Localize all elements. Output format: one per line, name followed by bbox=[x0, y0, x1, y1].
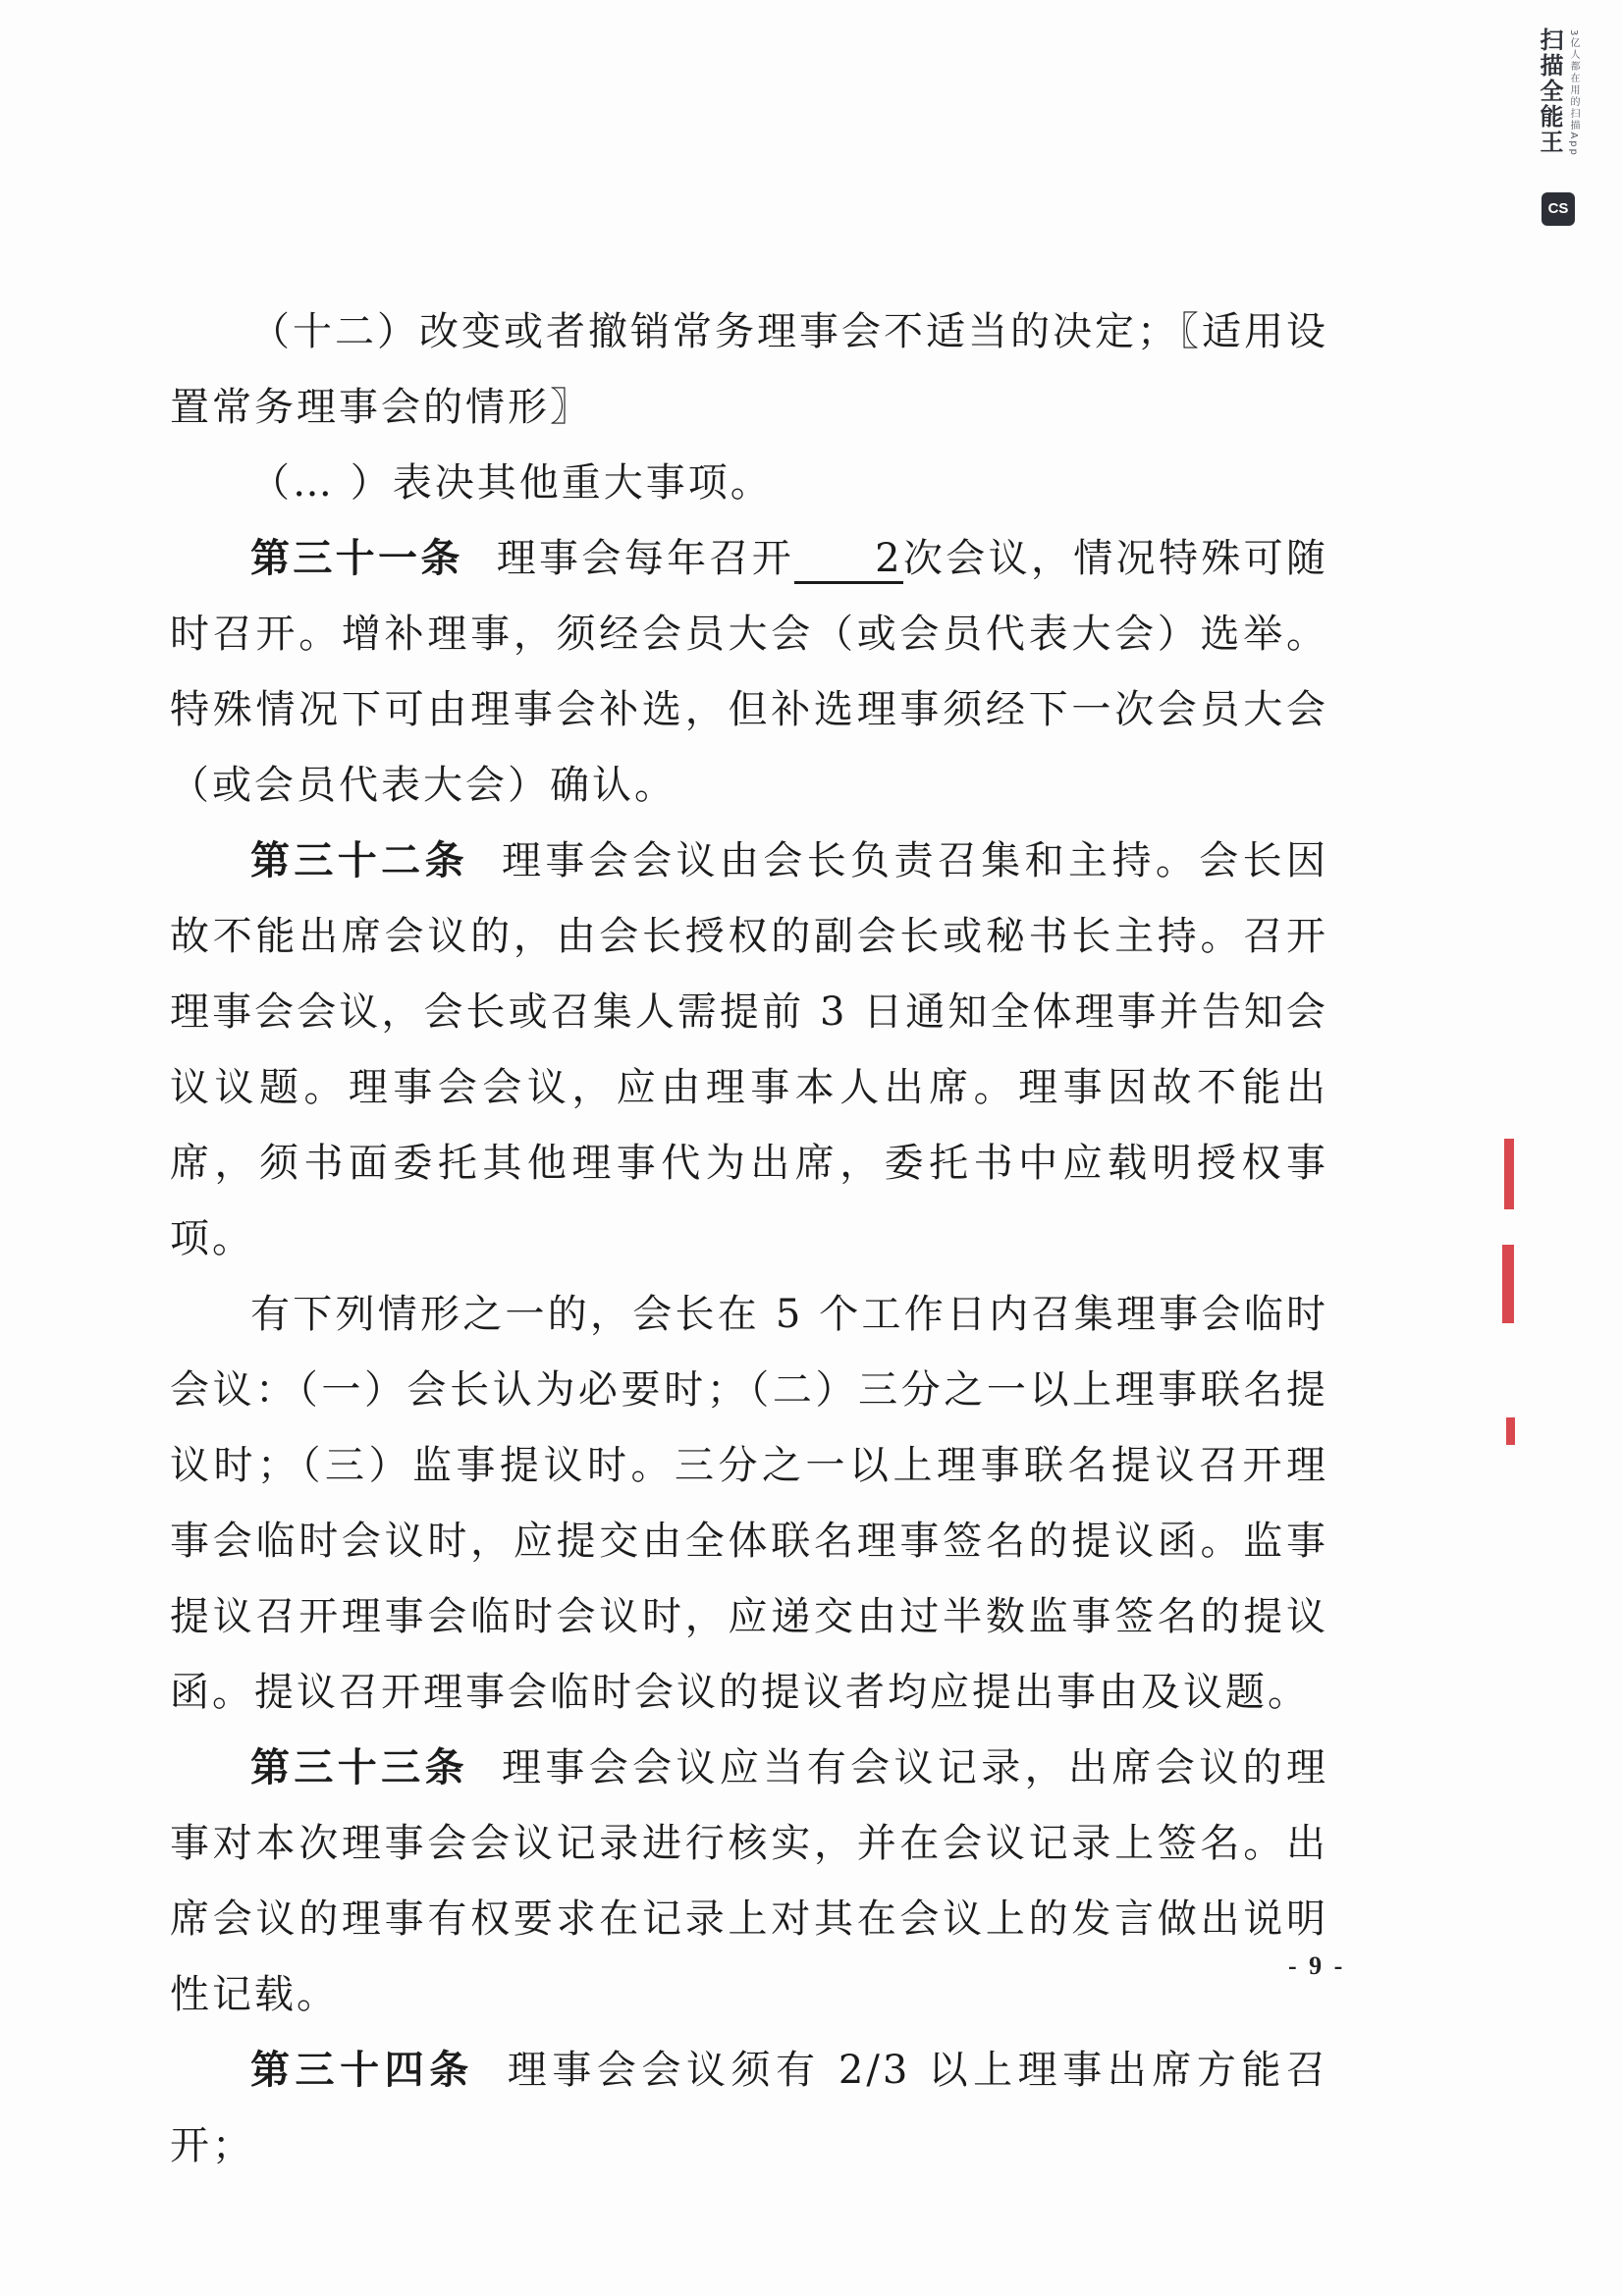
article-31-text-after: 次会议，情况特殊可随时召开。增补理事，须经会员大会（或会员代表大会）选举。特殊情况下可由理事会补选，但补选理事须经下一次会员大会（或会员代表大会）确认。 bbox=[170, 536, 1329, 808]
article-32 bbox=[170, 824, 1328, 1277]
seal-fragment-bottom bbox=[1506, 1417, 1515, 1445]
article-32-paragraph-2: 有下列情形之一的，会长在 5 个工作日内召集理事会临时会议：（一）会长认为必要时；（二）三分之一以上理事联名提议时；（三）监事提议时。三分之一以上理事联名提议召开理事会临时会议时，应提交由全体联名理事签名的提议函。监事提议召开理事会临时会议时，应递交由过半数监事签名的提议函。提议召开理事会临时会议的提议者均应提出事由及议题。 bbox=[170, 1292, 1328, 1715]
paragraph-item-other: （… ）表决其他重大事项。 bbox=[250, 460, 773, 506]
article-31-heading: 第三十一条 bbox=[250, 536, 463, 581]
article-33-heading: 第三十三条 bbox=[250, 1745, 468, 1790]
article-34-heading: 第三十四条 bbox=[250, 2048, 474, 2093]
seal-fragment-middle bbox=[1502, 1245, 1514, 1323]
document-body bbox=[170, 294, 1328, 2184]
article-33 bbox=[170, 1731, 1328, 2033]
page-number: - 9 - bbox=[1288, 1951, 1346, 1980]
article-31 bbox=[170, 521, 1328, 824]
camscanner-logo-icon: CS bbox=[1542, 192, 1575, 226]
scanner-watermark bbox=[1538, 27, 1581, 234]
watermark-title: 扫描全能王 bbox=[1536, 27, 1563, 155]
watermark-tagline: 3亿人都在用的扫描App bbox=[1568, 29, 1579, 157]
paragraph-item-12: （十二）改变或者撤销常务理事会不适当的决定；〖适用设置常务理事会的情形〗 bbox=[170, 309, 1328, 430]
article-31-text-before: 理事会每年召开 bbox=[496, 536, 795, 581]
article-34 bbox=[170, 2033, 1328, 2184]
article-31-count: 2 bbox=[794, 536, 902, 584]
article-33-text: 理事会会议应当有会议记录，出席会议的理事对本次理事会会议记录进行核实，并在会议记录上签名。出席会议的理事有权要求在记录上对其在会议上的发言做出说明性记载。 bbox=[170, 1745, 1329, 2017]
article-34-text: 理事会会议须有 2/3 以上理事出席方能召开； bbox=[170, 2048, 1329, 2168]
article-32-heading: 第三十二条 bbox=[250, 838, 468, 883]
article-32-text: 理事会会议由会长负责召集和主持。会长因故不能出席会议的，由会长授权的副会长或秘书长主持。召开理事会会议，会长或召集人需提前 3 日通知全体理事并告知会议议题。理事会会议，应由理事本人出席。理事因故不能出席，须书面委托其他理事代为出席，委托书中应载明授权事项。 bbox=[170, 838, 1329, 1261]
seal-fragment-top bbox=[1504, 1139, 1514, 1209]
